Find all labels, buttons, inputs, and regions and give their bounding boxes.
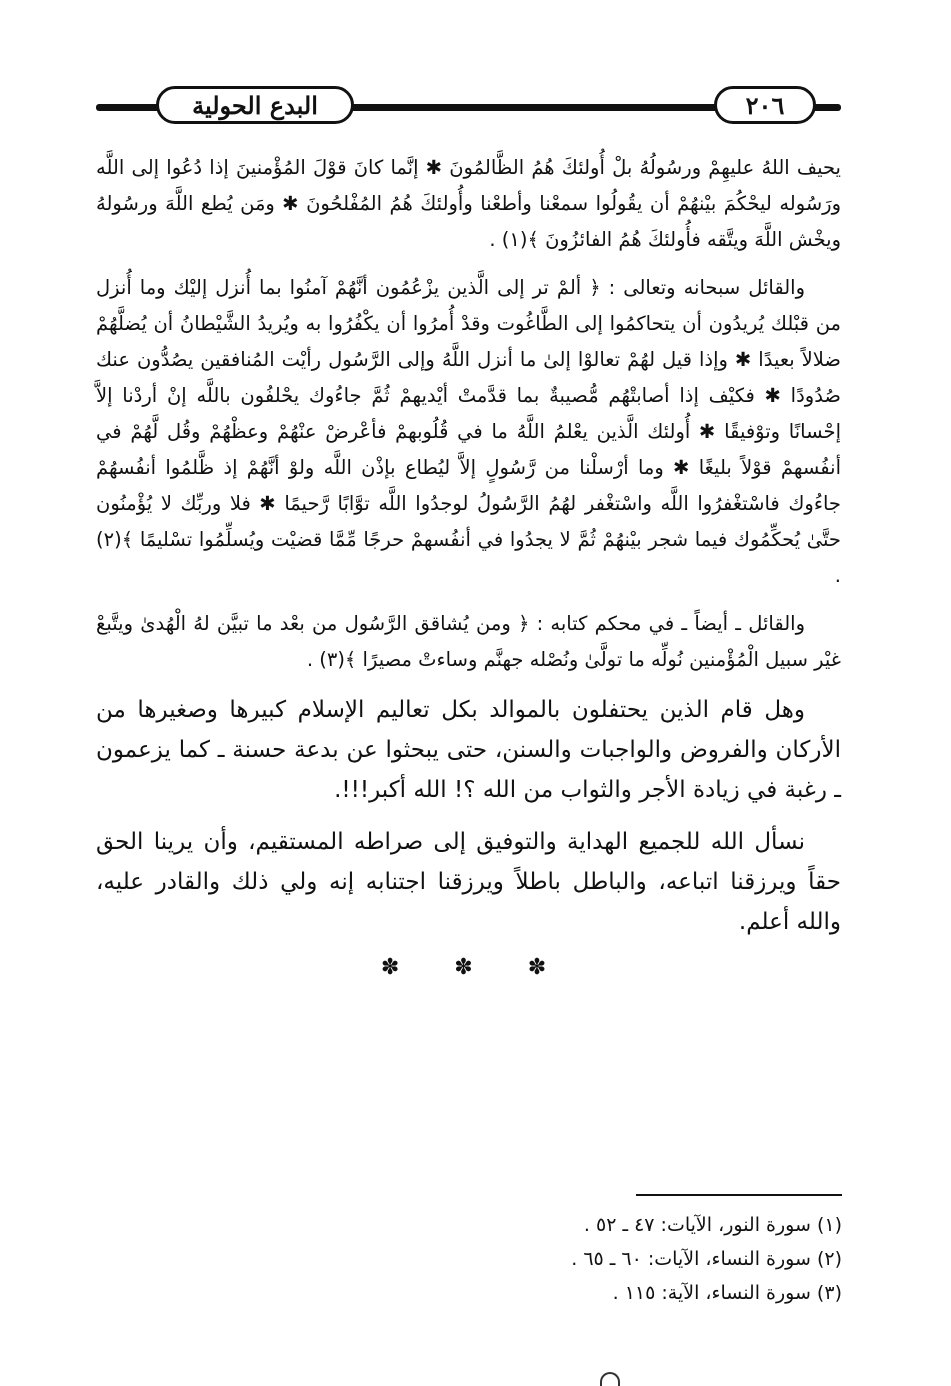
main-text (96, 150, 841, 954)
page-header (96, 80, 841, 128)
section-separator-stars: ✽ ✽ ✽ (380, 955, 571, 980)
paragraph-quran-nisa-115: والقائل ـ أيضاً ـ في محكم كتابه : ﴿ ومن يُشاقق الرَّسُول من بعْد ما تبيَّن لهُ الْهُدىٰ ويتَّبعْ غيْر سبيل الْمُؤْمنين نُولِّه ما تولَّىٰ ونُصْله جهنَّم وساءتْ مصيرًا ﴾(٣) . (96, 612, 841, 671)
footnote-2: (٢) سورة النساء، الآيات: ٦٠ ـ ٦٥ . (571, 1248, 842, 1270)
page-bottom-mark (600, 1372, 620, 1386)
footnotes (300, 1208, 842, 1310)
page-number: ٢٠٦ (714, 86, 816, 124)
paragraph-question: وهل قام الذين يحتفلون بالموالد بكل تعاليم الإسلام كبيرها وصغيرها من الأركان والفروض والواجبات والسنن، حتى يبحثوا عن بدعة حسنة ـ كما يزعمون ـ رغبة في زيادة الأجر والثواب من الله ؟! الله أكبر!!!. (96, 697, 841, 803)
footnote-3: (٣) سورة النساء، الآية: ١١٥ . (612, 1282, 842, 1304)
paragraph-quran-continuation: يحيف اللهُ عليهِمْ ورسُولُهُ بلْ أُولئكَ هُمُ الظَّالمُونَ ✱ إنَّما كانَ قوْلَ المُؤْمنينَ إذا دُعُوا إلى اللَّه ورَسُوله ليحْكُمَ بيْنهُمْ أن يقُولُوا سمعْنا وأطعْنا وأُولئكَ هُمُ المُفْلحُونَ ✱ ومَن يُطع اللَّهَ ورسُولهُ ويخْش اللَّهَ ويتَّقه فأُولئكَ هُمُ الفائزُونَ ﴾(١) . (96, 156, 841, 251)
paragraph-closing-prayer: نسأل الله للجميع الهداية والتوفيق إلى صراطه المستقيم، وأن يرينا الحق حقاً ويرزقنا اتباعه، والباطل باطلاً ويرزقنا اجتنابه إنه ولي ذلك والقادر عليه، والله أعلم. (96, 829, 841, 935)
footnote-1: (١) سورة النور، الآيات: ٤٧ ـ ٥٢ . (583, 1214, 842, 1236)
running-title: البدع الحولية (156, 86, 354, 124)
footnote-rule (636, 1194, 842, 1196)
paragraph-quran-nisa: والقائل سبحانه وتعالى : ﴿ ألمْ تر إلى الَّذين يزْعُمُون أنَّهُمْ آمنُوا بما أُنزل إليْك وما أُنزل من قبْلك يُريدُون أن يتحاكمُوا إلى الطَّاغُوت وقدْ أُمرُوا أن يكْفُرُوا به ويُريدُ الشَّيْطانُ أن يُضلَّهُمْ ضلالاً بعيدًا ✱ وإذا قيل لهُمْ تعالوْا إلىٰ ما أنزل اللَّهُ وإلى الرَّسُول رأيْت المُنافقين يصُدُّون عنك صُدُودًا ✱ فكيْف إذا أصابتْهُم مُّصيبةٌ بما قدَّمتْ أيْديهمْ ثُمَّ جاءُوك يحْلفُون باللَّه إنْ أردْنا إلاَّ إحْسانًا وتوْفيقًا ✱ أُولئك الَّذين يعْلمُ اللَّهُ ما في قُلُوبهمْ فأعْرضْ عنْهُمْ وعظْهُمْ وقُل لَّهُمْ في أنفُسهمْ قوْلاً بليغًا ✱ وما أرْسلْنا من رَّسُولٍ إلاَّ ليُطاع بإذْن اللَّه ولوْ أنَّهُمْ إذ ظَّلمُوا أنفُسهُمْ جاءُوك فاسْتغْفرُوا اللَّه واسْتغْفر لهُمُ الرَّسُولُ لوجدُوا اللَّه توَّابًا رَّحيمًا ✱ فلا وربِّك لا يُؤْمنُون حتَّىٰ يُحكِّمُوك فيما شجر بيْنهُمْ ثُمَّ لا يجدُوا في أنفُسهمْ حرجًا مِّمَّا قضيْت ويُسلِّمُوا تسْليمًا ﴾(٢) . (96, 276, 841, 587)
